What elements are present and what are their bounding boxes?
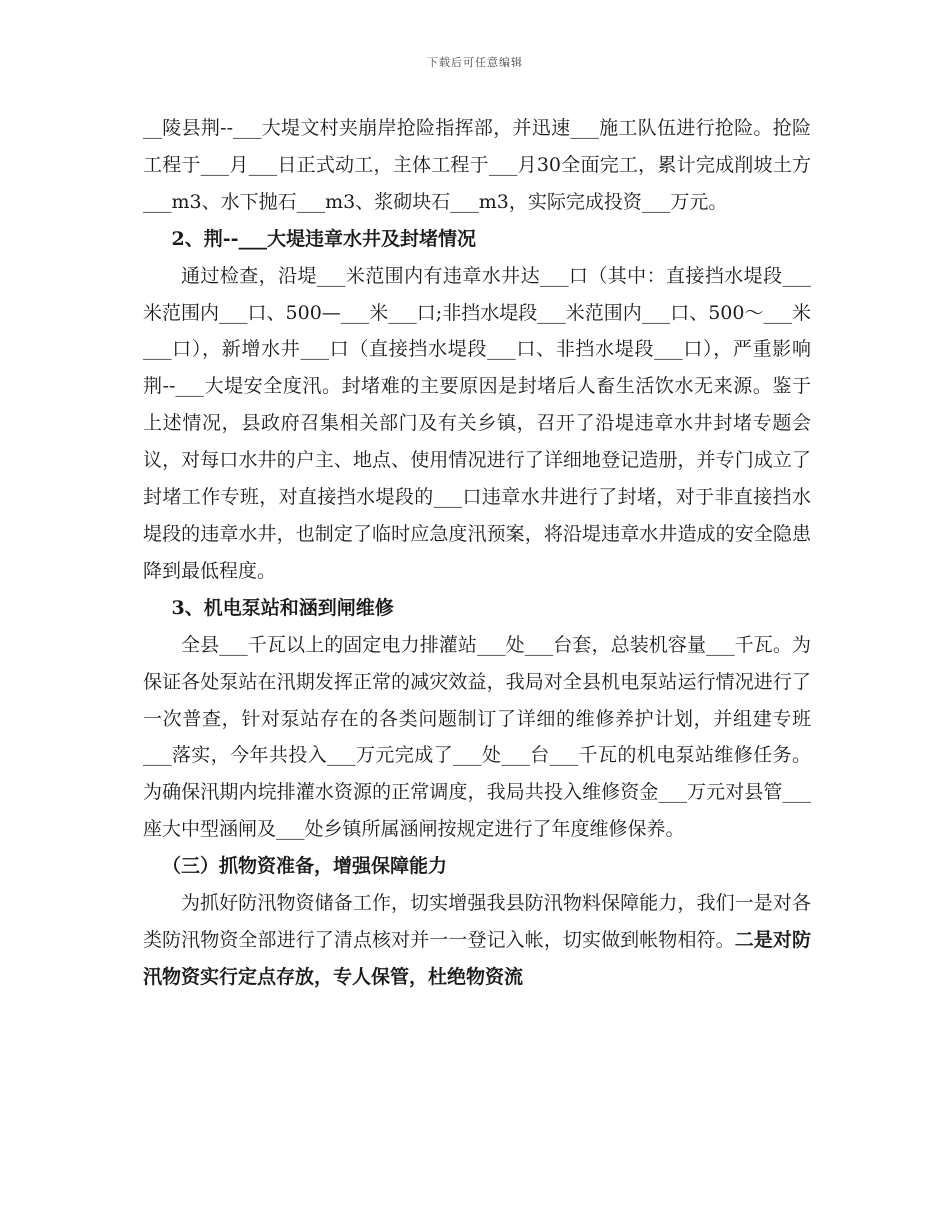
section-heading-materials: （三）抓物资准备，增强保障能力 <box>162 855 448 878</box>
paragraph-2: 通过检查，沿堤___米范围内有违章水井达___口（其中：直接挡水堤段___米范围内___口、500—___米___口;非挡水堤段___米范围内___口、500～___米___口），新增水井___口（直接挡水堤段___口、非挡水堤段___口），严重影响荆--___大堤安全度汛。封堵难的主要原因是封堵后人畜生活饮水无来源。鉴于上述情况，县政府召集相关部门及有关乡镇，召开了沿堤违章水井封堵专题会议，对每口水井的户主、地点、使用情况进行了详细地登记造册，并专门成立了封堵工作专班，对直接挡水堤段的___口违章水井进行了封堵，对于非直接挡水堤段的违章水井，也制定了临时应急度汛预案，将沿堤违章水井造成的安全隐患降到最低程度。 <box>143 264 811 582</box>
section-heading-2: 2、荆--___大堤违章水井及封堵情况 <box>171 227 476 250</box>
document-body <box>143 110 811 996</box>
paragraph-4-text: 为抓好防汛物资储备工作，切实增强我县防汛物料保障能力，我们一是对各类防汛物资全部进行了清点核对并一一登记入帐，切实做到帐物相符。 <box>143 892 811 951</box>
paragraph-4-bold-text: 二是对防汛物资实行定点存放，专人保管，杜绝物资流 <box>143 928 811 988</box>
paragraph-3: 全县___千瓦以上的固定电力排灌站___处___台套，总装机容量___千瓦。为保证各处泵站在汛期发挥正常的减灾效益，我局对全县机电泵站运行情况进行了一次普查，针对泵站存在的各类问题制订了详细的维修养护计划，并组建专班___落实，今年共投入___万元完成了___处___台___千瓦的机电泵站维修任务。为确保汛期内垸排灌水资源的正常调度，我局共投入维修资金___万元对县管___座大中型涵闸及___处乡镇所属涵闸按规定进行了年度维修保养。 <box>143 633 811 841</box>
paragraph-4 <box>143 885 811 996</box>
section-heading-3: 3、机电泵站和涵到闸维修 <box>171 596 394 619</box>
paragraph-1: __陵县荆--___大堤文村夹崩岸抢险指挥部，并迅速___施工队伍进行抢险。抢险工程于___月___日正式动工，主体工程于___月30全面完工，累计完成削坡土方___m3、水下抛石___m3、浆砌块石___m3，实际完成投资___万元。 <box>143 117 811 213</box>
page-header: 下载后可任意编辑 <box>427 56 523 69</box>
